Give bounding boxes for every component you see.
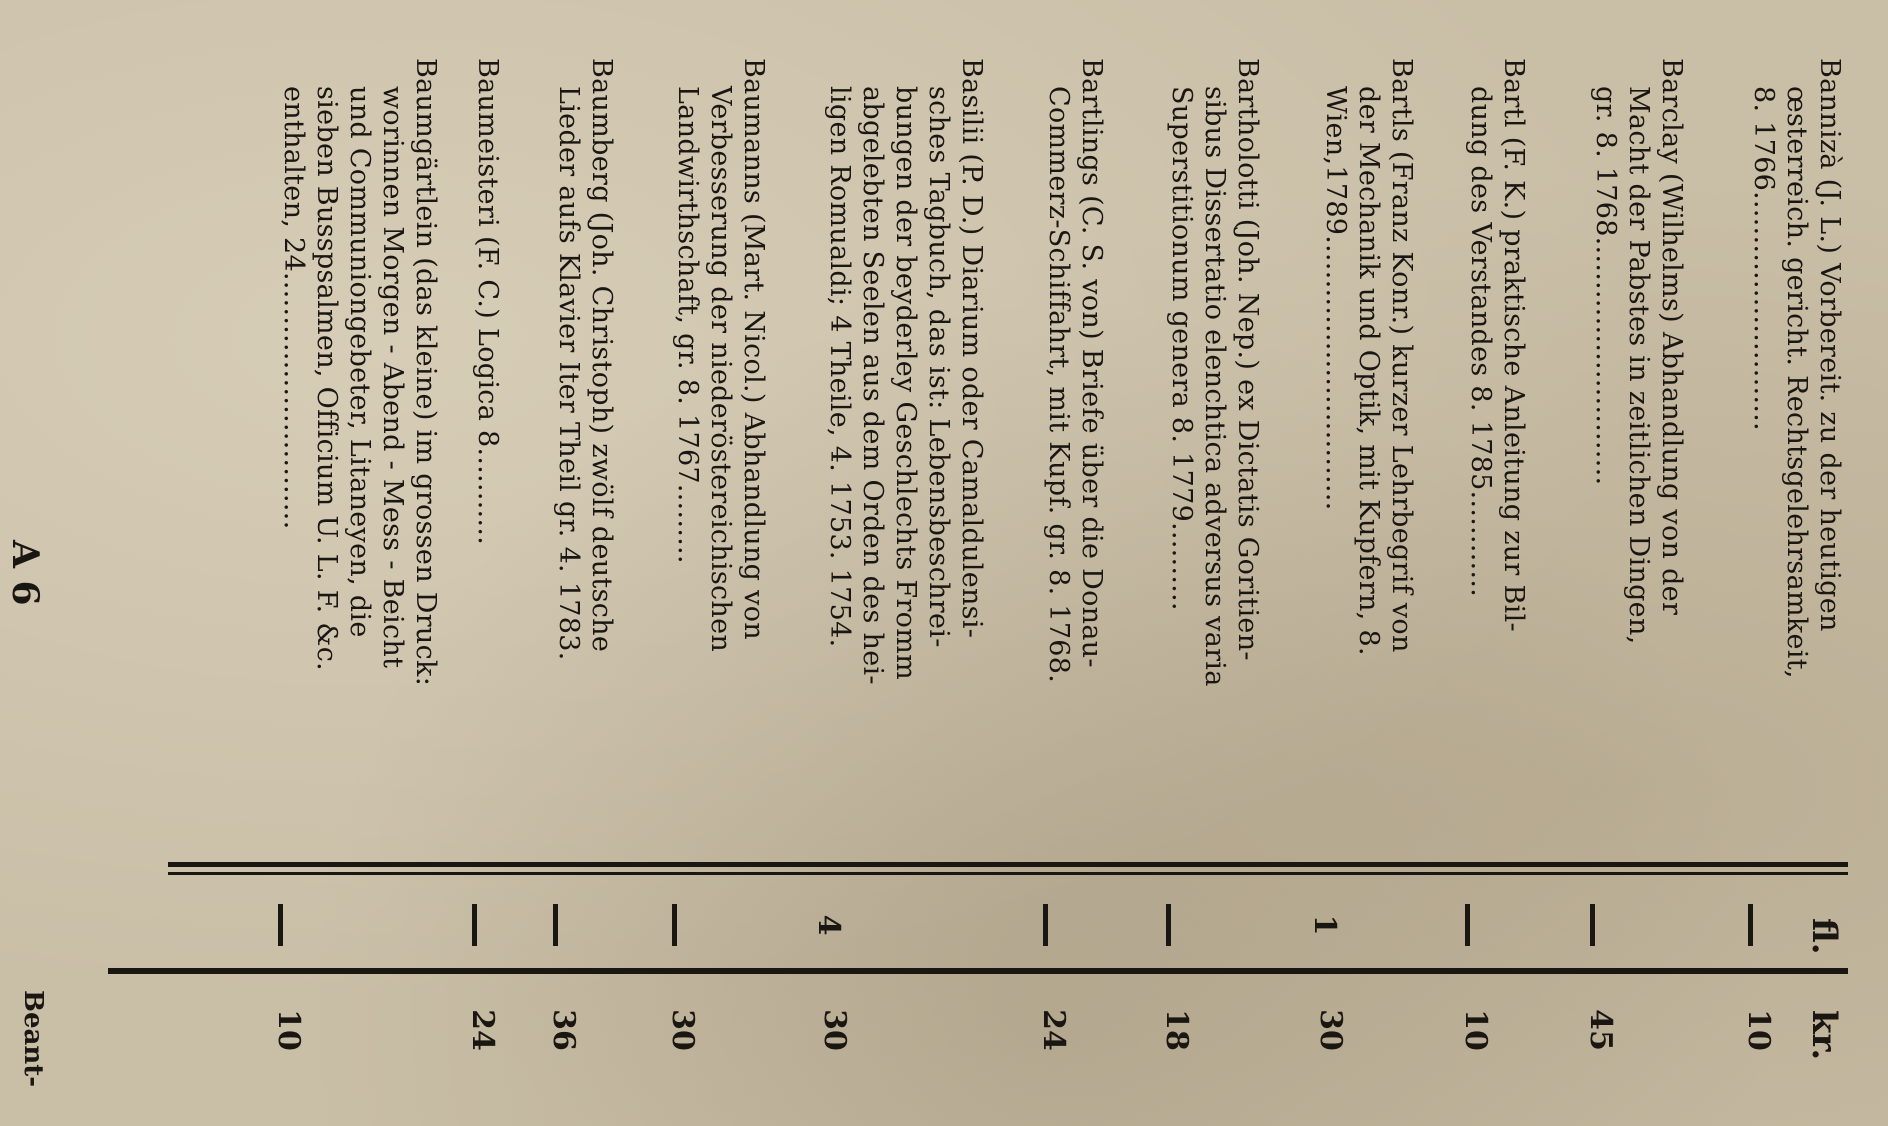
price-florin (1153, 890, 1188, 960)
price-kreuzer: 10 (1458, 1009, 1493, 1051)
entry-line: Bartlings (C. S. von) Briefe über die Donau- (1076, 58, 1107, 668)
price-florin (1735, 890, 1770, 960)
price-kreuzer: 36 (546, 1009, 581, 1051)
price-kreuzer: 45 (1583, 1009, 1618, 1051)
entry-line: sieben Busspsalmen, Officium U. L. F. &c. (311, 86, 342, 672)
catchword: Beant- (18, 990, 48, 1088)
entry-line: Baumeisteri (F. C.) Logica 8........... (472, 58, 503, 546)
entry-line: gr. 8. 1768............................ (1590, 86, 1621, 486)
price-florin (1577, 890, 1612, 960)
price-kreuzer: 30 (817, 1009, 852, 1051)
header-kr: kr. (1804, 1010, 1844, 1061)
catalog-entry (1589, 58, 1688, 848)
signature-mark: A 6 (4, 540, 46, 606)
price-florin (459, 890, 494, 960)
entry-line: Baumgärtlein (das kleine) im grossen Druck: (410, 58, 441, 687)
price-dash (673, 904, 678, 946)
catalog-entry (671, 58, 770, 848)
column-rule-left-inner (168, 872, 1848, 875)
entry-line: bungen der beyderley Geschlechts Fromm (890, 86, 921, 681)
entry-line: Landwirthschaft, gr. 8. 1767......... (672, 86, 703, 564)
entry-line: Lieder aufs Klavier Iter Theil gr. 4. 1783. (553, 86, 584, 661)
entry-line: sibus Dissertatio elenchtica adversus varia (1199, 86, 1230, 687)
entry-line: Bannizà (J. L.) Vorbereit. zu der heutigen (1814, 58, 1845, 632)
price-florin (540, 890, 575, 960)
catalog-entry (823, 58, 988, 848)
price-dash (473, 904, 478, 946)
entry-line: enthalten, 24............................. (278, 86, 309, 530)
entry-line: Verbesserung der niederöstereichischen (705, 86, 736, 653)
catalog-entry (1319, 58, 1418, 848)
catalog-entry (1464, 58, 1530, 848)
price-kreuzer: 30 (665, 1009, 700, 1051)
entry-line: Macht der Pabstes in zeitlichen Dingen, (1623, 86, 1654, 645)
column-rule-left (168, 862, 1848, 867)
entry-line: Bartholotti (Joh. Nep.) ex Dictatis Goritien- (1232, 58, 1263, 661)
price-dash (1466, 904, 1471, 946)
entry-line: sches Tagbuch, das ist: Lebensbeschrei- (923, 86, 954, 648)
price-kreuzer: 24 (1036, 1009, 1071, 1051)
price-kreuzer: 10 (1741, 1009, 1776, 1051)
price-kreuzer: 24 (465, 1009, 500, 1051)
entry-line: und Communiongebeter, Litaneyen, die (344, 86, 375, 638)
price-kreuzer: 10 (271, 1009, 306, 1051)
entry-line: 8. 1766........................... (1748, 86, 1779, 431)
price-dash (1749, 904, 1754, 946)
entry-line: Superstitionum genera 8. 1779.......... (1166, 86, 1197, 611)
entry-line: Wien,1789............................... (1320, 86, 1351, 511)
catalog-entry (277, 58, 442, 848)
price-kreuzer: 30 (1313, 1009, 1348, 1051)
price-dash (1591, 904, 1596, 946)
price-florin (265, 890, 300, 960)
catalog-entry (552, 58, 618, 848)
entry-line: Commerz-Schiffahrt, mit Kupf. gr. 8. 1768. (1043, 86, 1074, 684)
entry-line: dung des Verstandes 8. 1785............ (1465, 86, 1496, 598)
price-kreuzer: 18 (1159, 1009, 1194, 1051)
entry-line: Bartl (F. K.) praktische Anleitung zur Bil- (1498, 58, 1529, 632)
entry-line: Barclay (Wilhelms) Abhandlung von der (1656, 58, 1687, 616)
entry-line: Basilii (P. D.) Diarium oder Camaldulensi- (956, 58, 987, 639)
entry-line: Baumanns (Mart. Nicol.) Abhandlung von (738, 58, 769, 640)
entry-line: ligen Romualdi; 4 Theile, 4. 1753. 1754. (824, 86, 855, 648)
entry-line: œsterreich. gericht. Rechtsgelehrsamkeit, (1781, 86, 1812, 679)
column-rule-right (108, 968, 1848, 974)
catalog-entry (471, 58, 504, 848)
price-florin: 1 (1307, 914, 1342, 936)
price-florin: 4 (811, 914, 846, 936)
catalog-entry (1165, 58, 1264, 848)
entry-line: worinnen Morgen - Abend - Mess - Beicht (377, 86, 408, 669)
entry-line: der Mechanik und Optik, mit Kupfern, 8. (1353, 86, 1384, 656)
header-fl: fl. (1804, 918, 1844, 955)
entry-line: Bartls (Franz Konr.) kurzer Lehrbegrif von (1386, 58, 1417, 653)
entry-line: abgelebten Seelen aus dem Orden des hei- (857, 86, 888, 685)
catalog-entry (1042, 58, 1108, 848)
price-florin (1030, 890, 1065, 960)
price-florin (659, 890, 694, 960)
price-dash (1167, 904, 1172, 946)
entry-line: Baumberg (Joh. Christoph) zwölf deutsche (586, 58, 617, 653)
catalog-entry (1747, 58, 1846, 848)
price-dash (1044, 904, 1049, 946)
price-dash (279, 904, 284, 946)
price-florin (1452, 890, 1487, 960)
price-dash (554, 904, 559, 946)
